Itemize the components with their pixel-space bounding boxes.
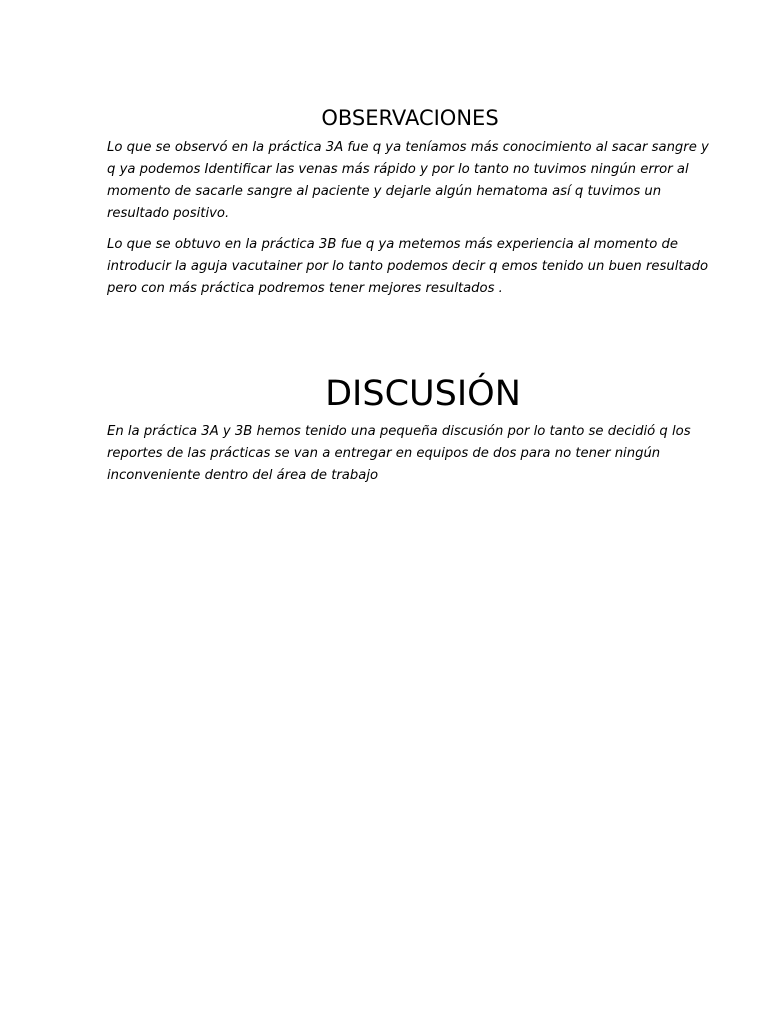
text-line: Lo que se observó en la práctica 3A fue q ya teníamos más conocimiento al sacar sangre y [107,140,709,155]
text-line: momento de sacarle sangre al paciente y dejarle algún hematoma así q tuvimos un [107,184,662,199]
discusion-heading: DISCUSIÓN [325,374,521,414]
text-line: En la práctica 3A y 3B hemos tenido una pequeña discusión por lo tanto se decidió q los [107,424,691,439]
observaciones-paragraph-1 [107,137,709,225]
text-line: q ya podemos Identificar las venas más rápido y por lo tanto no tuvimos ningún error al [107,162,689,177]
discusion-paragraph-1 [107,421,691,487]
text-line: introducir la aguja vacutainer por lo tanto podemos decir q emos tenido un buen resultado [107,259,709,274]
text-line: inconveniente dentro del área de trabajo [107,468,379,483]
text-line: pero con más práctica podremos tener mejores resultados . [107,281,503,296]
text-line: Lo que se obtuvo en la práctica 3B fue q ya metemos más experiencia al momento de [107,237,678,252]
text-line: reportes de las prácticas se van a entregar en equipos de dos para no tener ningún [107,446,661,461]
observaciones-paragraph-2 [107,234,709,300]
text-line: resultado positivo. [107,206,230,221]
observaciones-heading: OBSERVACIONES [321,106,499,130]
